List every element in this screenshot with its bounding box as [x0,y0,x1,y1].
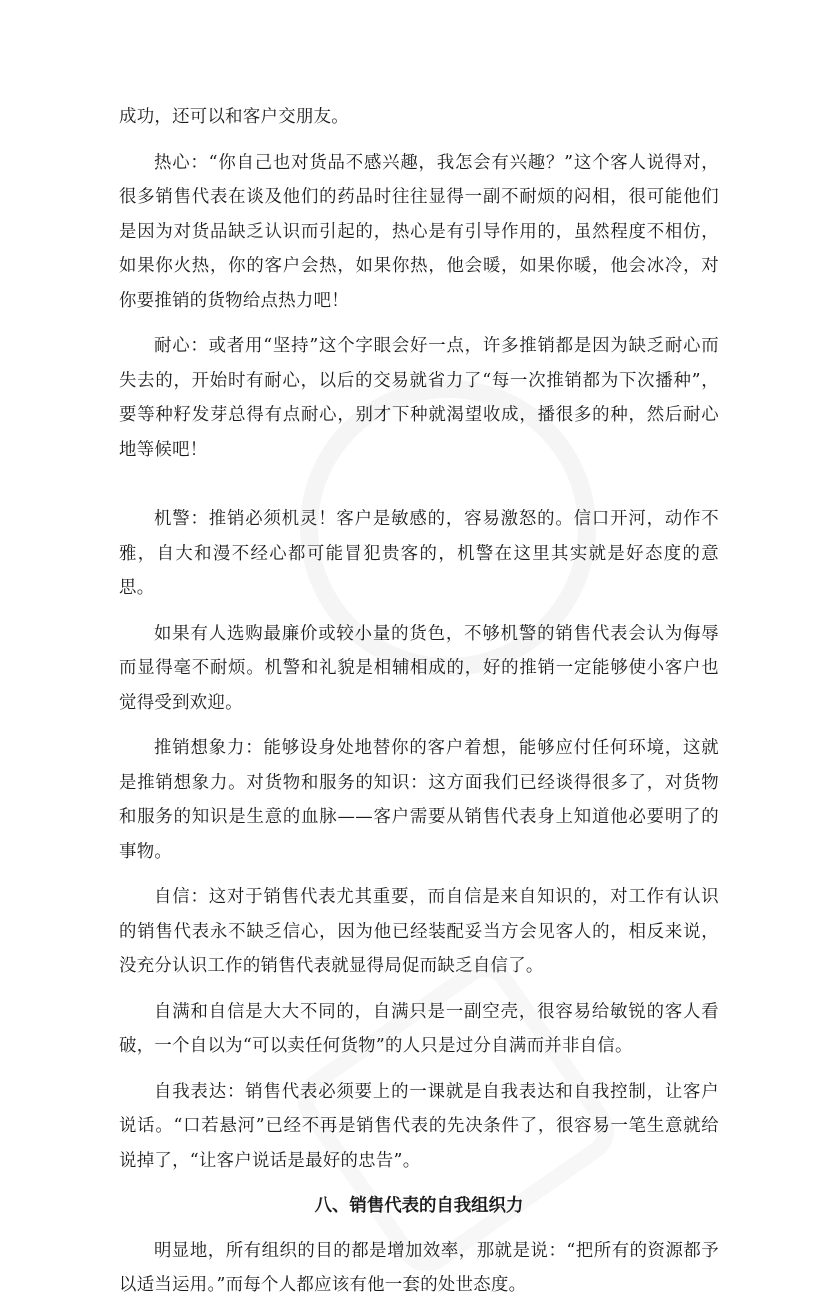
paragraph-continuation: 成功，还可以和客户交朋友。 [119,107,349,127]
document-body [119,100,719,1314]
paragraph-self-expression: 自我表达：销售代表必须要上的一课就是自我表达和自我控制，让客户说话。“口若悬河”已经不再是销售代表的先决条件了，很容易一笔生意就给说掉了，“让客户说话是最好的忠告”。 [119,1081,719,1171]
paragraph-organization: 明显地，所有组织的目的都是增加效率，那就是说：“把所有的资源都予以适当运用。”而每个人都应该有他一套的处世态度。 [119,1240,719,1295]
paragraph-alertness: 机警：推销必须机灵！客户是敏感的，容易激怒的。信口开河，动作不雅，自大和漫不经心都可能冒犯贵客的，机警在这里其实就是好态度的意思。 [119,509,719,598]
paragraph-imagination: 推销想象力：能够设身处地替你的客户着想，能够应付任何环境，这就是推销想象力。对货物和服务的知识：这方面我们已经谈得很多了，对货物和服务的知识是生意的血脉——客户需要从销售代表身上知道他必要明了的事物。 [119,738,719,862]
paragraph-confidence: 自信：这对于销售代表尤其重要，而自信是来自知识的，对工作有认识的销售代表永不缺乏信心，因为他已经装配妥当方会见客人的，相反来说，没充分认识工作的销售代表就显得局促而缺乏自信了。 [119,887,719,976]
section-heading: 八、销售代表的自我组织力 [314,1196,524,1216]
paragraph-courtesy: 如果有人选购最廉价或较小量的货色，不够机警的销售代表会认为侮辱而显得毫不耐烦。机警和礼貌是相辅相成的，好的推销一定能够使小客户也觉得受到欢迎。 [119,623,719,713]
paragraph-patience: 耐心：或者用“坚持”这个字眼会好一点，许多推销都是因为缺乏耐心而失去的，开始时有耐心，以后的交易就省力了“每一次推销都为下次播种”，要等种籽发芽总得有点耐心，别才下种就渴望收成，播很多的种，然后耐心地等候吧！ [119,336,719,460]
paragraph-complacency: 自满和自信是大大不同的，自满只是一副空壳，很容易给敏锐的客人看破，一个自以为“可以卖任何货物”的人只是过分自满而并非自信。 [119,1001,719,1056]
paragraph-enthusiasm: 热心：“你自己也对货品不感兴趣，我怎会有兴趣？”这个客人说得对，很多销售代表在谈及他们的药品时往往显得一副不耐烦的闷相，很可能他们是因为对货品缺乏认识而引起的，热心是有引导作用的，虽然程度不相仿，如果你火热，你的客户会热，如果你热，他会暖，如果你暖，他会冰冷，对你要推销的货物给点热力吧！ [119,152,719,311]
